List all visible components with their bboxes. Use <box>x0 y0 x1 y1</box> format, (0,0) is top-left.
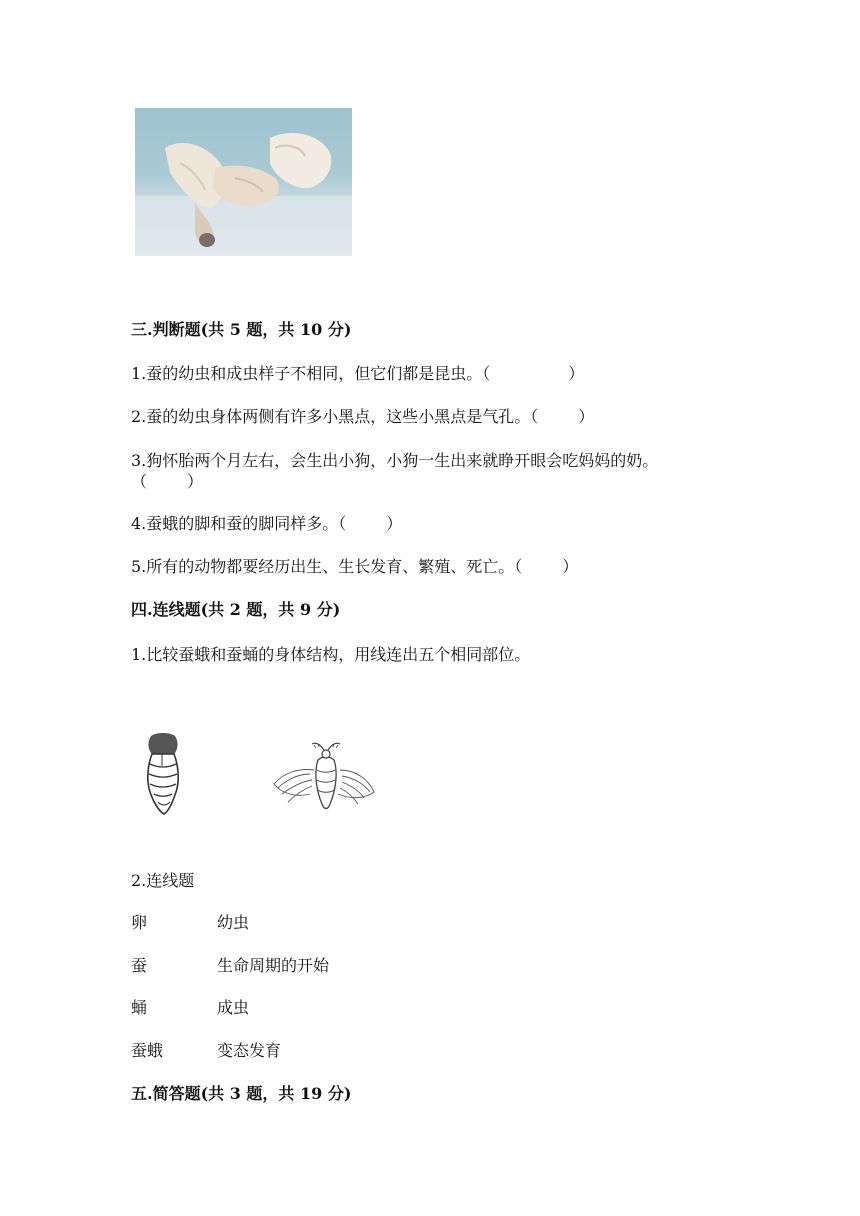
matching-question-1: 1.比较蚕蛾和蚕蛹的身体结构，用线连出五个相同部位。 <box>131 645 531 664</box>
silk-moth-photo <box>135 108 352 256</box>
matching-question-2: 2.连线题 <box>131 871 195 890</box>
question-3-open: （ <box>131 472 148 491</box>
question-4-close: ） <box>386 514 403 533</box>
pupa-drawing <box>138 730 188 816</box>
silk-moth-drawing <box>270 740 378 820</box>
question-3-close: ） <box>187 472 204 491</box>
question-3 <box>131 450 658 472</box>
question-4-text: 4.蚕蛾的脚和蚕的脚同样多。（ <box>131 514 347 533</box>
section4-heading: 四.连线题(共 2 题，共 9 分) <box>131 600 341 619</box>
left-item-pupa[interactable]: 蛹 <box>131 998 148 1017</box>
question-5 <box>131 556 578 578</box>
question-2 <box>131 406 594 428</box>
question-1-close: ） <box>568 364 585 383</box>
right-item-larva[interactable]: 幼虫 <box>217 913 250 932</box>
question-5-text: 5.所有的动物都要经历出生、生长发育、繁殖、死亡。（ <box>131 557 523 576</box>
question-1 <box>131 363 584 385</box>
section5-heading: 五.简答题(共 3 题，共 19 分) <box>131 1084 352 1103</box>
question-4 <box>131 513 402 535</box>
right-item-adult[interactable]: 成虫 <box>217 998 250 1017</box>
question-2-text: 2.蚕的幼虫身体两侧有许多小黑点，这些小黑点是气孔。（ <box>131 407 539 426</box>
section3-heading: 三.判断题(共 5 题，共 10 分) <box>131 320 352 339</box>
right-item-lifecycle-start[interactable]: 生命周期的开始 <box>217 956 330 975</box>
right-item-metamorphosis[interactable]: 变态发育 <box>217 1041 282 1060</box>
question-5-close: ） <box>562 557 579 576</box>
question-1-text: 1.蚕的幼虫和成虫样子不相同，但它们都是昆虫。（ <box>131 364 491 383</box>
question-3-paren <box>131 471 203 493</box>
left-item-moth[interactable]: 蚕蛾 <box>131 1041 164 1060</box>
left-item-egg[interactable]: 卵 <box>131 913 148 932</box>
question-3-text: 3.狗怀胎两个月左右，会生出小狗，小狗一生出来就睁开眼会吃妈妈的奶。 <box>131 451 659 470</box>
left-item-silkworm[interactable]: 蚕 <box>131 956 148 975</box>
question-2-close: ） <box>578 407 595 426</box>
